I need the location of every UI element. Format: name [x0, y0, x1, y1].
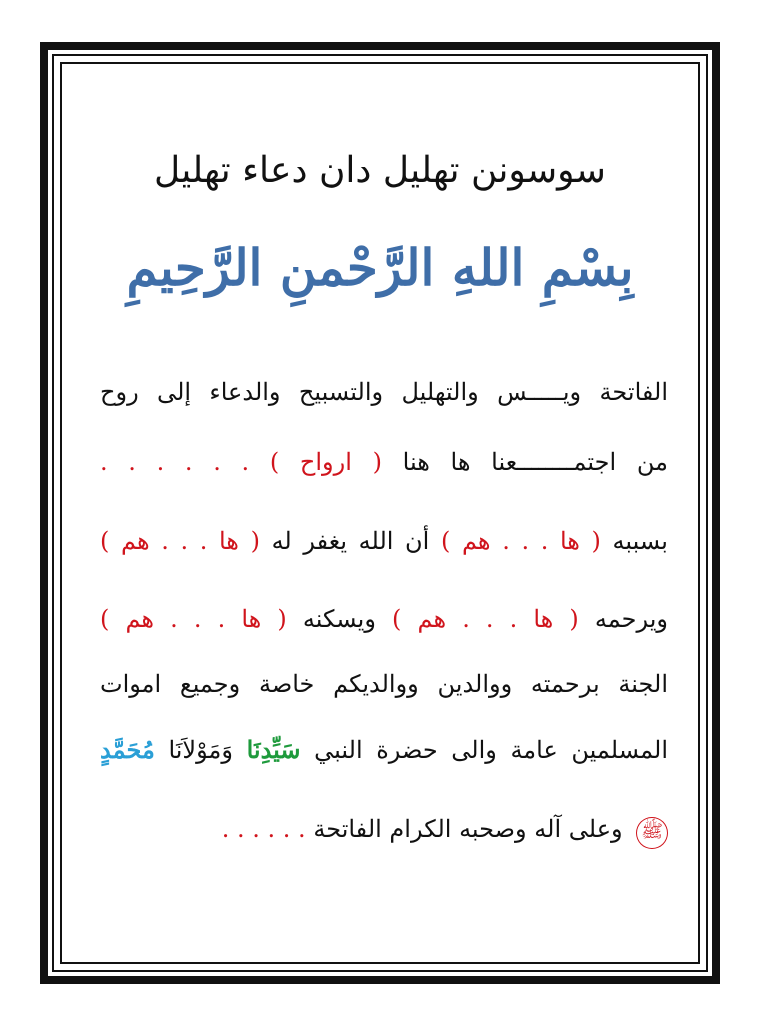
- line-7-text: وعلى آله وصحبه الكرام الفاتحة: [313, 815, 623, 843]
- text-line-7: [100, 815, 668, 849]
- placeholder-pronoun-4: ( ها . . . هم ): [100, 605, 287, 633]
- word-sayyidina: سَيِّدِنَا: [246, 735, 301, 764]
- placeholder-dots: . . . . . .: [100, 448, 250, 476]
- text-line-5: [100, 670, 668, 698]
- page-title: سوسونن تهليل دان دعاء تهليل: [154, 150, 606, 191]
- line-5-text: الجنة برحمته ووالدين ووالديكم خاصة وجميع اموات: [100, 670, 668, 698]
- line-2-text: من اجتمــــــــعنا ها هنا: [402, 448, 668, 476]
- line-3-text-b: أن الله يغفر له: [271, 527, 430, 555]
- word-muhammad: مُحَمَّدٍ: [100, 735, 155, 764]
- text-line-6: [100, 735, 668, 764]
- line-3-text-a: بسببه: [612, 527, 668, 555]
- text-line-4: [100, 605, 668, 633]
- line-6-text: المسلمين عامة والى حضرة النبي: [314, 736, 668, 764]
- salawat-seal-icon: ﷺ: [636, 817, 668, 849]
- placeholder-pronoun-2: ( ها . . . هم ): [100, 527, 260, 555]
- placeholder-pronoun-3: ( ها . . . هم ): [392, 605, 579, 633]
- word-mawlana: وَمَوْلاَنَا: [168, 736, 233, 764]
- line-1-text: الفاتحة ويـــــس والتهليل والتسبيح والدعاء إلى روح: [100, 378, 668, 406]
- text-line-3: [100, 527, 668, 555]
- placeholder-arwah: ( ارواح ): [269, 448, 382, 476]
- text-line-1: [100, 378, 668, 406]
- placeholder-pronoun-1: ( ها . . . هم ): [440, 527, 601, 555]
- line-4-text-a: ويرحمه: [594, 605, 668, 633]
- closing-dots: . . . . . .: [221, 815, 306, 843]
- text-line-2: [100, 448, 668, 476]
- basmala-calligraphy: بِسْمِ اللهِ الرَّحْمنِ الرَّحِيمِ: [126, 238, 634, 297]
- line-4-text-b: ويسكنه: [302, 605, 376, 633]
